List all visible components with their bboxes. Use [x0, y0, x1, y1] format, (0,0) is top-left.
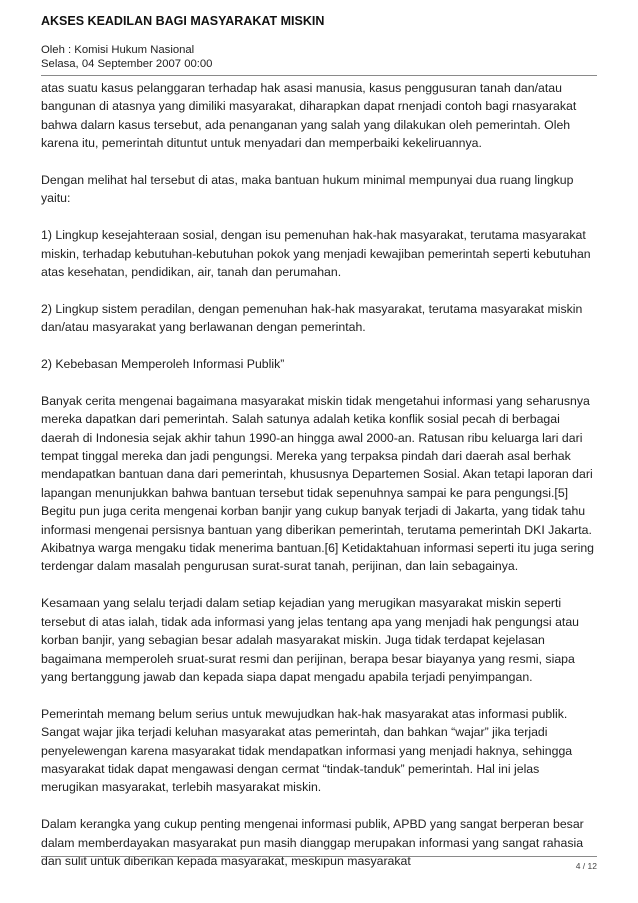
- page-number: 4 / 12: [575, 861, 597, 871]
- document-body: [41, 79, 597, 870]
- document-author: Oleh : Komisi Hukum Nasional: [41, 44, 195, 56]
- footer-divider: [41, 856, 597, 857]
- paragraph: atas suatu kasus pelanggaran terhadap hak asasi manusia, kasus penggusuran tanah dan/atau bangunan di atasnya yang dimiliki masyarakat, diharapkan dapat rnenjadi contoh bagi rnasyarakat bahwa dalarn kasus tersebut, ada penanganan yang salah yang dilakukan oleh pemerintah. Oleh karena itu, pemerintah dituntut untuk menyadari dan memperbaiki kekeliruannya.: [41, 81, 577, 151]
- paragraph: Kesamaan yang selalu terjadi dalam setiap kejadian yang merugikan masyarakat miskin seperti tersebut di atas ialah, tidak ada informasi yang jelas tentang apa yang menjadi hak pengungsi atau korban banjir, yang sebagian besar adalah masyarakat miskin. Juga tidak terdapat kejelasan bagaimana memperoleh sruat-surat resmi dan perijinan, berapa besar biayanya yang resmi, siapa yang bertanggung jawab dan kepada siapa dapat mengadu apabila terjadi penyimpangan.: [41, 596, 580, 684]
- document-date: Selasa, 04 September 2007 00:00: [41, 58, 213, 70]
- paragraph: 2) Kebebasan Memperoleh Informasi Publik”: [41, 357, 285, 372]
- header-divider: [41, 75, 597, 76]
- document-title: AKSES KEADILAN BAGI MASYARAKAT MISKIN: [41, 14, 325, 28]
- paragraph: Dalam kerangka yang cukup penting mengenai informasi publik, APBD yang sangat berperan besar dalam memberdayakan masyarakat pun masih dianggap merupakan informasi yang sangat rahasia dan sulit untuk diberikan kepada masyarakat, meskipun masyarakat: [41, 817, 584, 868]
- paragraph: Pemerintah memang belum serius untuk mewujudkan hak-hak masyarakat atas informasi publik. Sangat wajar jika terjadi keluhan masyarakat atas pemerintah, dan bahkan “wajar” jika terjadi penyelewengan karena masyarakat tidak mendapatkan informasi yang menjadi haknya, sehingga masyarakat tidak dapat mengawasi dengan cermat “tindak-tanduk” pemerintah. Hal ini jelas merugikan masyarakat, terlebih masyarakat miskin.: [41, 706, 573, 795]
- paragraph: 1) Lingkup kesejahteraan sosial, dengan isu pemenuhan hak-hak masyarakat, terutama masyarakat miskin, terhadap kebutuhan-kebutuhan pokok yang menjadi kewajiban pemerintah seperti kebutuhan atas kesehatan, pendidikan, air, tanah dan perumahan.: [41, 228, 591, 280]
- paragraph: Banyak cerita mengenai bagaimana masyarakat miskin tidak mengetahui informasi yang seharusnya mereka dapatkan dari pemerintah. Salah satunya adalah ketika konflik sosial pecah di berbagai daerah di Indonesia sejak akhir tahun 1990-an hingga awal 2000-an. Ratusan ribu keluarga lari dari tempat tinggal mereka dan jadi pengungsi. Mereka yang terpaksa pindah dari daerah asal berhak mendapatkan bantuan dana dari pemerintah, khususnya Departemen Sosial. Akan tetapi laporan dari lapangan menunjukkan bahwa bantuan tersebut tidak sepenuhnya sampai ke para pengungsi.[5] Begitu pun juga cerita mengenai korban banjir yang cukup banyak terjadi di Jakarta, yang tidak tahu informasi mengenai persisnya bantuan yang diberikan pemerintah, terutama pemerintah DKI Jakarta. Akibatnya warga mengaku tidak menerima bantuan.[6] Ketidaktahuan informasi seperti itu juga sering terdengar dalam masalah pengurusan surat-surat tanah, perijinan, dan lain sebagainya.: [41, 393, 594, 574]
- paragraph: Dengan melihat hal tersebut di atas, maka bantuan hukum minimal mempunyai dua ruang lingkup yaitu:: [41, 173, 574, 206]
- paragraph: 2) Lingkup sistem peradilan, dengan pemenuhan hak-hak masyarakat, terutama masyarakat miskin dan/atau masyarakat yang berlawanan dengan pemerintah.: [41, 301, 583, 335]
- document-header: [41, 13, 597, 71]
